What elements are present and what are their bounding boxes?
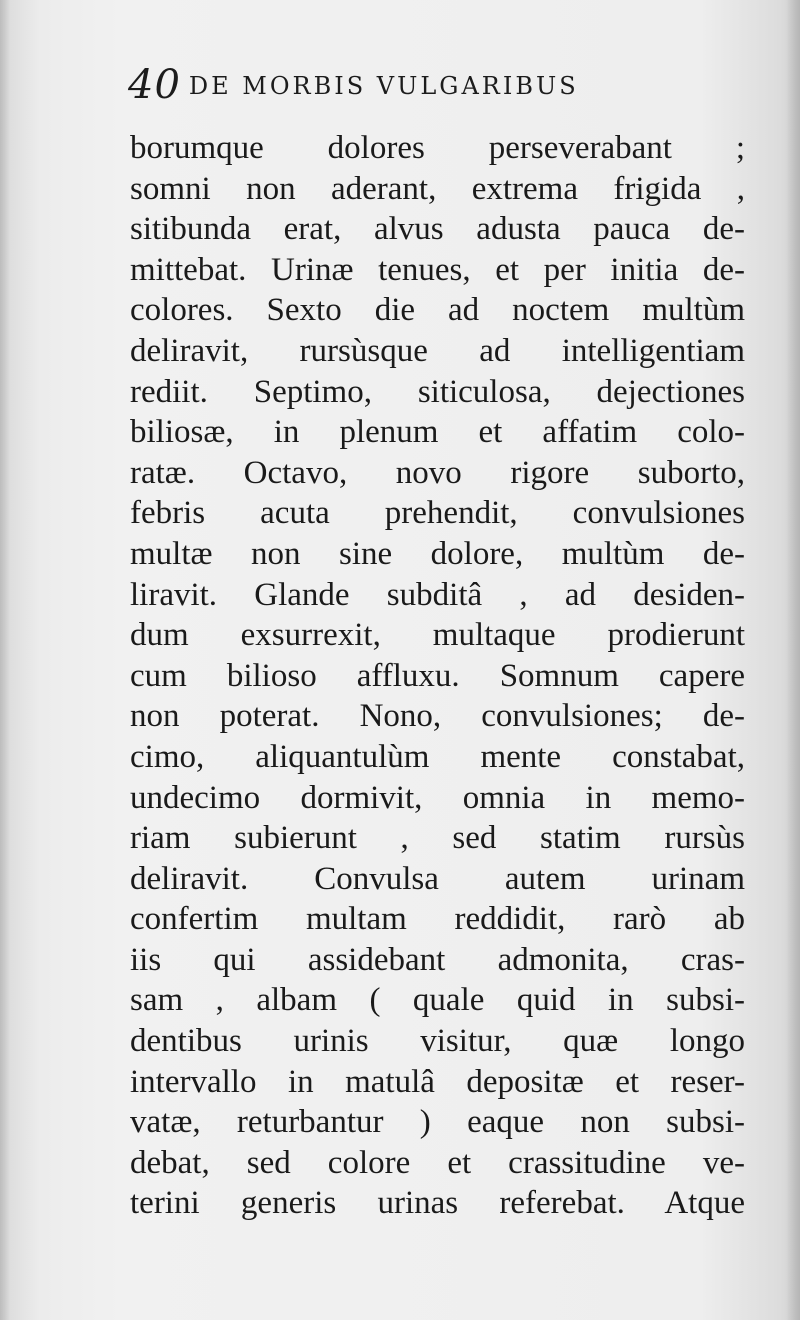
page-number: 40	[128, 62, 181, 108]
text-line: intervallo in matulâ depositæ et reser-	[130, 1063, 745, 1100]
page-left-shadow	[0, 0, 10, 1320]
running-head-title: DE MORBIS VULGARIBUS	[188, 72, 579, 100]
text-line: ratæ. Octavo, novo rigore suborto,	[130, 454, 745, 491]
text-line: riam subierunt , sed statim rursùs	[130, 820, 745, 857]
page-right-shadow	[786, 0, 800, 1320]
text-line: debat, sed colore et crassitudine ve-	[130, 1144, 745, 1181]
text-line: deliravit. Convulsa autem urinam	[130, 860, 745, 897]
text-line: biliosæ, in plenum et affatim colo-	[130, 414, 745, 451]
text-line: dentibus urinis visitur, quæ longo	[130, 1023, 745, 1060]
text-line: rediit. Septimo, siticulosa, dejectiones	[130, 373, 745, 410]
running-head	[128, 62, 728, 118]
text-line: vatæ, returbantur ) eaque non subsi-	[130, 1104, 745, 1141]
text-line: febris acuta prehendit, convulsiones	[130, 495, 745, 532]
text-line: mittebat. Urinæ tenues, et per initia de-	[130, 251, 745, 288]
text-line: confertim multam reddidit, rarò ab	[130, 901, 745, 938]
text-line: sitibunda erat, alvus adusta pauca de-	[130, 211, 745, 248]
text-line: multæ non sine dolore, multùm de-	[130, 535, 745, 572]
text-line: iis qui assidebant admonita, cras-	[130, 941, 745, 978]
text-line: borumque dolores perseverabant ;	[130, 130, 745, 166]
text-line: cum bilioso affluxu. Somnum capere	[130, 657, 745, 694]
text-line: liravit. Glande subditâ , ad desiden-	[130, 576, 745, 613]
text-line: non poterat. Nono, convulsiones; de-	[130, 698, 745, 735]
text-line: cimo, aliquantulùm mente constabat,	[130, 738, 745, 775]
text-line: sam , albam ( quale quid in subsi-	[130, 982, 745, 1019]
text-line: colores. Sexto die ad noctem multùm	[130, 292, 745, 329]
text-line: terini generis urinas referebat. Atque	[130, 1185, 745, 1222]
body-text	[130, 128, 745, 1224]
text-line: dum exsurrexit, multaque prodierunt	[130, 617, 745, 654]
text-line: undecimo dormivit, omnia in memo-	[130, 779, 745, 816]
text-line: somni non aderant, extrema frigida ,	[130, 170, 745, 207]
text-line: deliravit, rursùsque ad intelligentiam	[130, 332, 745, 369]
